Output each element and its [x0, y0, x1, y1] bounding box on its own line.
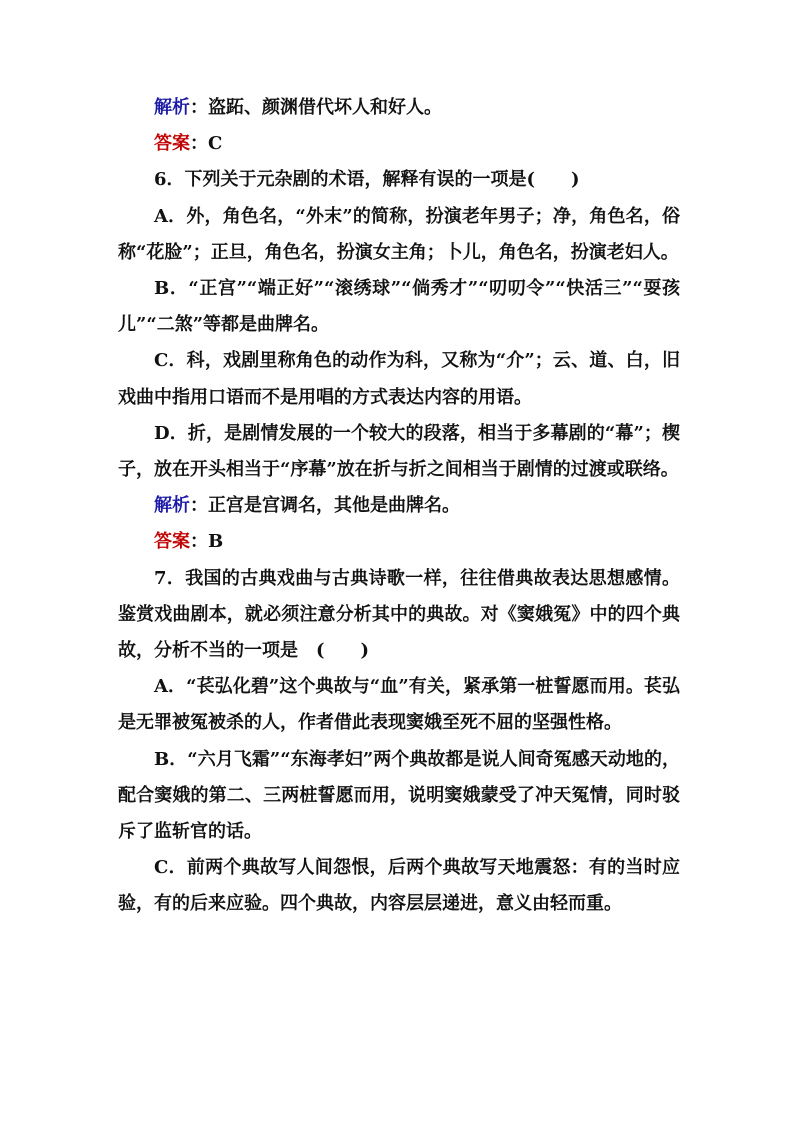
- question-7-option-a: A．“苌弘化碧”这个典故与“血”有关，紧承第一桩誓愿而用。苌弘是无罪被冤被杀的人，作者借此表现窦娥至死不屈的坚强性格。: [118, 676, 680, 734]
- answer-text: ：B: [190, 531, 224, 553]
- question-6-option-d: D．折，是剧情发展的一个较大的段落，相当于多幕剧的“幕”；楔子，放在开头相当于“序幕”放在折与折之间相当于剧情的过渡或联络。: [118, 422, 680, 481]
- analysis-text: ：正宫是宫调名，其他是曲牌名。: [190, 495, 460, 517]
- question-7-option-c: C．前两个典故写人间怨恨，后两个典故写天地震怒：有的当时应验，有的后来应验。四个典故，内容层层递进，意义由轻而重。: [118, 857, 680, 915]
- analysis-line-1: [118, 90, 680, 126]
- question-6-stem: 6．下列关于元杂剧的术语，解释有误的一项是( ): [154, 169, 580, 191]
- document-page: [118, 90, 680, 923]
- answer-line-2: [118, 524, 680, 560]
- analysis-label: 解析: [154, 495, 190, 517]
- analysis-label: 解析: [154, 97, 190, 118]
- answer-text: ：C: [190, 133, 223, 155]
- answer-label: 答案: [154, 531, 190, 553]
- answer-line-1: [118, 126, 680, 162]
- question-7-option-b: B．“六月飞霜”“东海孝妇”两个典故都是说人间奇冤感天动地的，配合窦娥的第二、三两桩誓愿而用，说明窦娥蒙受了冲天冤情，同时驳斥了监斩官的话。: [118, 748, 680, 843]
- question-6-option-a: A．外，角色名，“外末”的简称，扮演老年男子；净，角色名，俗称“花脸”；正旦，角色名，扮演女主角；卜儿，角色名，扮演老妇人。: [118, 205, 680, 263]
- question-6-option-b: B．“正宫”“端正好”“滚绣球”“倘秀才”“叨叨令”“快活三”“耍孩儿”“二煞”等都是曲牌名。: [118, 278, 680, 336]
- question-6-option-c: C．科，戏剧里称角色的动作为科，又称为“介”；云、道、白，旧戏曲中指用口语而不是用唱的方式表达内容的用语。: [118, 350, 680, 408]
- answer-label: 答案: [154, 133, 190, 155]
- question-7-stem: 7．我国的古典戏曲与古典诗歌一样，往往借典故表达思想感情。鉴赏戏曲剧本，就必须注意分析其中的典故。对《窦娥冤》中的四个典故，分析不当的一项是 ( ): [118, 567, 680, 662]
- analysis-line-2: [118, 488, 680, 524]
- analysis-text: ：盗跖、颜渊借代坏人和好人。: [190, 97, 442, 118]
